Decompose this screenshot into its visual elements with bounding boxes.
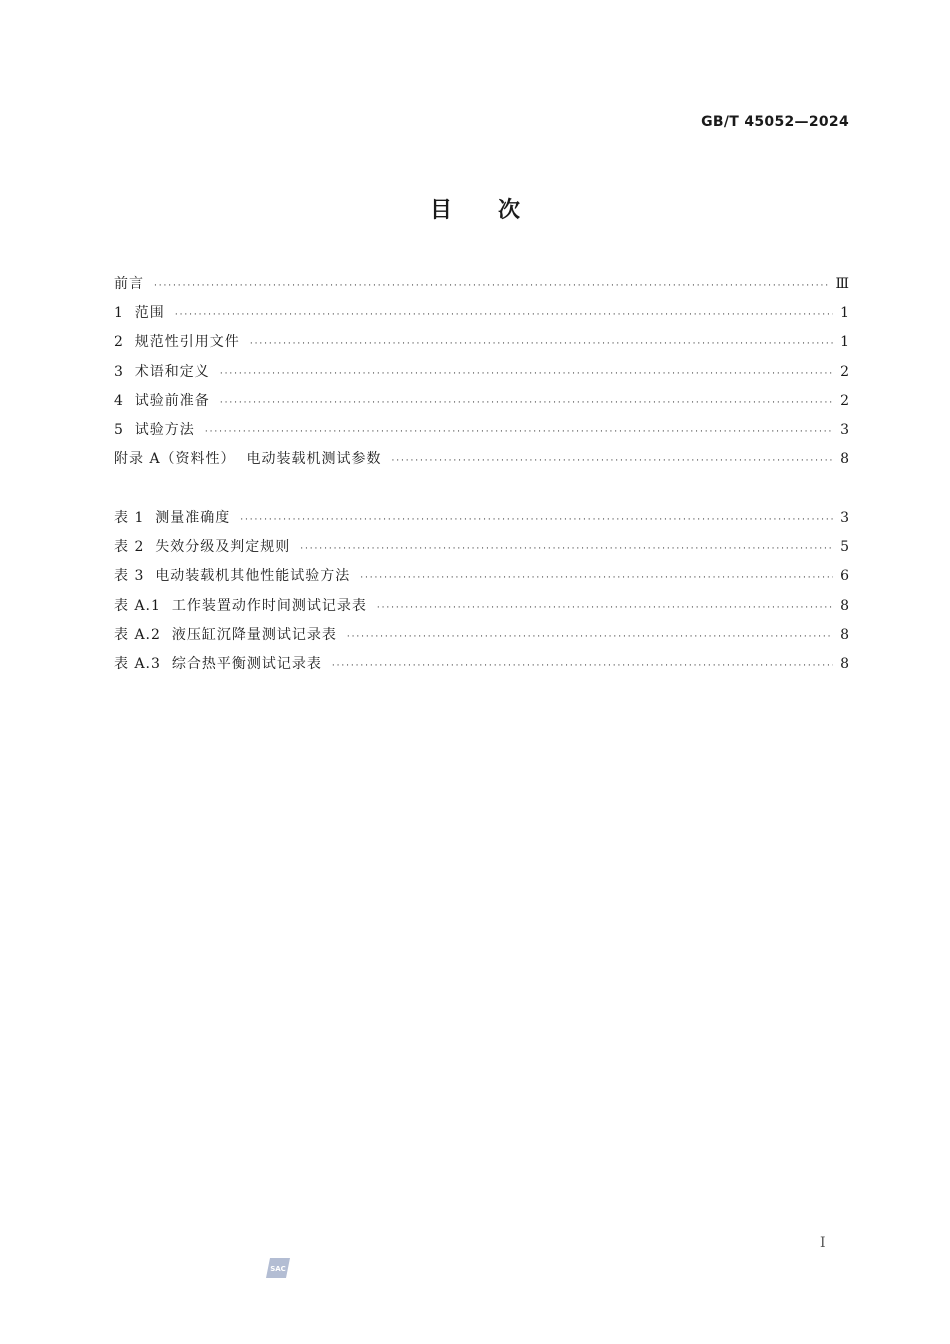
- toc-entry[interactable]: [114, 566, 849, 595]
- toc-dot-leader: [220, 364, 833, 384]
- toc-dot-leader: [377, 598, 833, 618]
- toc-entry[interactable]: [114, 332, 849, 361]
- toc-dot-leader: [347, 627, 833, 647]
- toc-entry-page: 8: [840, 655, 849, 672]
- sac-logo-icon: [264, 1256, 292, 1280]
- toc-entry[interactable]: [114, 303, 849, 332]
- toc-entry-label: 表 A.3 综合热平衡测试记录表: [114, 655, 322, 672]
- toc-entry[interactable]: [114, 449, 849, 478]
- toc-entry-label: 2 规范性引用文件: [114, 334, 240, 351]
- toc-dot-leader: [360, 568, 833, 588]
- toc-entry-label: 4 试验前准备: [114, 392, 210, 409]
- toc-entry-page: 8: [840, 597, 849, 614]
- toc-entry[interactable]: [114, 625, 849, 654]
- toc-dot-leader: [205, 422, 833, 442]
- toc-dot-leader: [220, 393, 833, 413]
- page-number: I: [820, 1235, 826, 1251]
- toc-entry[interactable]: [114, 654, 849, 683]
- toc-entry-page: 3: [840, 421, 849, 438]
- toc-entry-label: 表 A.1 工作装置动作时间测试记录表: [114, 597, 367, 614]
- toc-entry-page: 1: [840, 334, 849, 351]
- page-title: 目次: [429, 198, 566, 223]
- toc-entry-label: 前言: [114, 276, 144, 292]
- toc-dot-leader: [332, 656, 833, 676]
- toc-entry[interactable]: [114, 420, 849, 449]
- toc-entry-label: 5 试验方法: [114, 421, 195, 438]
- toc-entry-page: 3: [840, 510, 849, 526]
- toc-entry[interactable]: [114, 596, 849, 625]
- toc-entry-page: Ⅲ: [835, 276, 849, 292]
- toc-entry-page: 2: [840, 392, 849, 409]
- toc-dot-leader: [154, 276, 829, 296]
- toc-entry-page: 8: [840, 451, 849, 468]
- toc-entry-page: 8: [840, 626, 849, 643]
- toc-entry-label: 表 3 电动装载机其他性能试验方法: [114, 568, 351, 585]
- toc-entry-label: 表 1 测量准确度: [114, 510, 231, 526]
- toc-entry[interactable]: [114, 537, 849, 566]
- toc-entry-page: 2: [840, 363, 849, 380]
- toc-entry-label: 1 范围: [114, 305, 165, 322]
- toc-main-list: [114, 274, 849, 478]
- toc-entry[interactable]: [114, 362, 849, 391]
- sac-logo-text: SAC: [270, 1265, 286, 1273]
- toc-entry[interactable]: [114, 508, 849, 537]
- toc-dot-leader: [175, 305, 833, 325]
- standard-code: GB/T 45052—2024: [701, 114, 849, 130]
- toc-dot-leader: [300, 539, 833, 559]
- toc-entry-label: 3 术语和定义: [114, 363, 210, 380]
- toc-entry[interactable]: [114, 391, 849, 420]
- toc-entry-label: 附录 A（资料性） 电动装载机测试参数: [114, 451, 382, 468]
- toc-entry-label: 表 A.2 液压缸沉降量测试记录表: [114, 626, 337, 643]
- toc-entry-label: 表 2 失效分级及判定规则: [114, 539, 291, 556]
- toc-dot-leader: [391, 451, 833, 471]
- toc-dot-leader: [240, 510, 833, 530]
- toc-entry-page: 1: [840, 305, 849, 322]
- toc-entry[interactable]: [114, 274, 849, 303]
- toc-entry-page: 5: [840, 539, 849, 556]
- toc-entry-page: 6: [840, 568, 849, 585]
- toc-tables-list: [114, 508, 849, 683]
- toc-dot-leader: [250, 334, 833, 354]
